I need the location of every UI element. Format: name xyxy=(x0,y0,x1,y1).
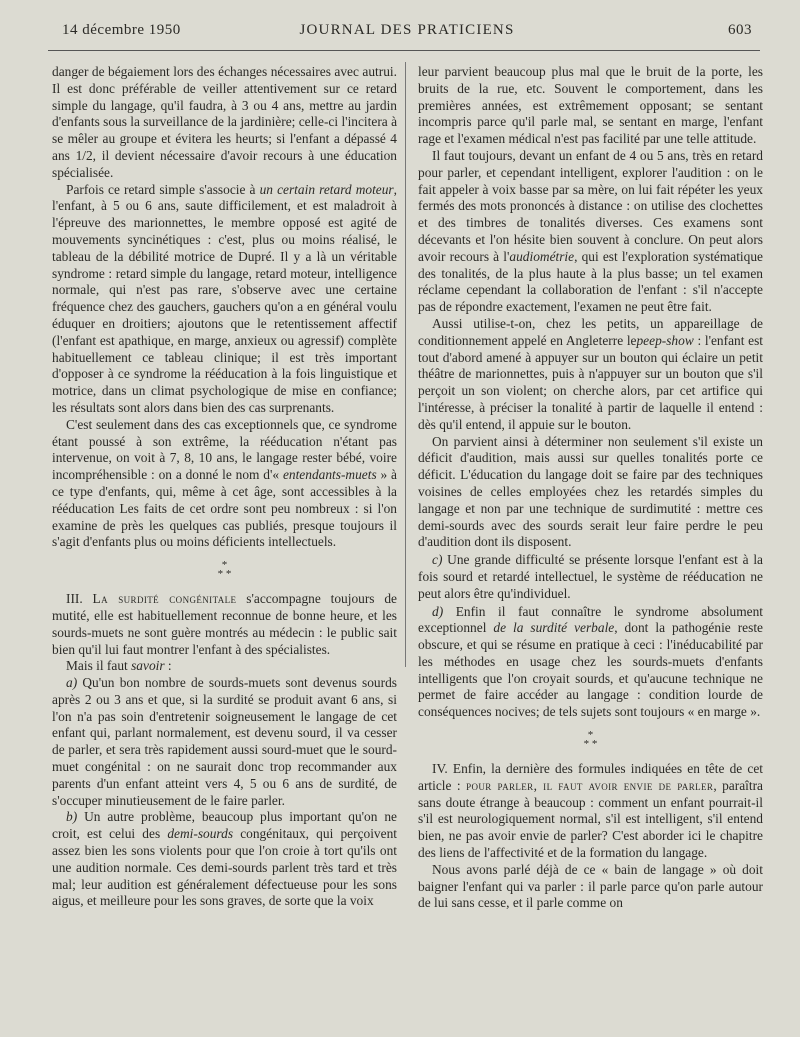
section-iii-paragraph: III. La surdité congénitale s'accompagne toujours de mutité, elle est habituellement reconnue de bonne heure, et les sourds-muets ne sont guère montrés au médecin : le public sait bien qu'il lui faut montrer l'enfant à des spécialistes. xyxy=(52,591,397,657)
paragraph: danger de bégaiement lors des échanges nécessaires avec autrui. Il est donc préférable de veiller attentivement sur ce retard simple du langage, qu'il faudra, à 3 ou 4 ans, mettre au jardin d'enfants sous la surveillance de la jardinière; celle-ci l'incitera à se mêler au groupe et évitera les heurts; si l'enfant a dépassé 4 ans 1/2, il devient nécessaire d'avoir recours à une éducation spécialisée. xyxy=(52,64,398,180)
right-column xyxy=(418,64,763,912)
list-item-d: d) Enfin il faut connaître le syndrome absolument exceptionnel de la surdité verbale, dont la pathogénie reste obscure, et qui se résume en pratique à ceci : l'inéducabilité par les méthodes en usage chez les sourds-muets d'enfants intelligents que l'on croyait sourds, et qu'aucune technique ne permet de faire accéder au langage : condition lourde de conséquences nocives; de tels sujets sont toujours « en marge ». xyxy=(418,603,763,720)
header-date: 14 décembre 1950 xyxy=(62,22,181,38)
paragraph: C'est seulement dans des cas exceptionnels que, ce syndrome étant poussé à son extrême, la rééducation n'étant pas intervenue, on voit à 7, 8, 10 ans, le langage rester bébé, voire incompréhensible : on a donné le nom d'« entendants-muets » à ce type d'enfants, qui, même à cet âge, sont accessibles à la rééducation Les faits de cet ordre sont peu nombreux : si l'on examine de près les quelques cas publiés, presque toujours il s'agit d'enfants plus ou moins déficients intellectuels. xyxy=(52,416,397,550)
running-head xyxy=(62,22,752,44)
header-rule xyxy=(48,50,760,51)
header-journal-title: JOURNAL DES PRATICIENS xyxy=(299,22,515,38)
paragraph: Nous avons parlé déjà de ce « bain de langage » où doit baigner l'enfant qui va parler : il parle parce qu'on parle autour de lui sans cesse, et il parle comme on xyxy=(418,861,763,911)
paragraph: leur parvient beaucoup plus mal que le bruit de la porte, les bruits de la rue, etc. Souvent le comportement, dans les premières années, est extrêmement opposant; se sentant incompris parce qu'il parle mal, se sentant en marge, l'enfant rage et l'examen médical n'est pas facilité par une telle attitude. xyxy=(418,64,763,147)
list-item-a: a) Qu'un bon nombre de sourds-muets sont devenus sourds après 2 ou 3 ans et que, si la surdité se produit avant 6 ans, si l'on n'a pas soin d'entretenir soigneusement le langage de cet enfant qui, parlant normalement, est devenu sourd, il va cesser de parler, et sera très rapidement aussi sourd-muet que le sourd-muet congénital : on ne saurait donc trop recommander aux parents d'un enfant atteint vers 4, 5 ou 6 ans de surdité, de s'occuper minutieusement de le faire parler. xyxy=(52,675,397,808)
section-separator: * * * xyxy=(583,729,598,751)
paragraph: Parfois ce retard simple s'associe à un certain retard moteur, l'enfant, à 5 ou 6 ans, saute difficilement, et est maladroit à l'épreuve des marionnettes, le membre opposé est agité de mouvements syncinétiques : c'est, plus ou moins réalisé, le tableau de la débilité motrice de Dupré. Il y a là un véritable syndrome : retard simple du langage, retard moteur, intelligence normale, qui n'est pas rare, s'observe avec une certaine fréquence chez des gauchers, gauchers qu'on a en général voulu éduquer en droitiers; ajoutons que le retentissement affectif (l'enfant est apathique, en marge, anxieux ou agressif) complète habituellement ce tableau clinique; il est très important d'opposer à ce syndrome la rééducation à la fois linguistique et motrice, dans un climat psychologique de mise en confiance; les résultats sont alors dans bien des cas surprenants. xyxy=(52,181,397,415)
list-item-b: b) Un autre problème, beaucoup plus important qu'on ne croit, est celui des demi-sourds congénitaux, qui perçoivent assez bien les sons violents pour que l'on croie à tort qu'ils ont une audition normale. Ces demi-sourds parlent très tard et très mal; leur audition est généralement défectueuse pour les sons aigus, et meilleure pour les sons graves, de sorte que la voix xyxy=(52,809,397,909)
list-item-c: c) Une grande difficulté se présente lorsque l'enfant est à la fois sourd et retardé intellectuel, le système de rééducation ne peut alors être qu'individuel. xyxy=(418,552,763,601)
paragraph: Il faut toujours, devant un enfant de 4 ou 5 ans, très en retard pour parler, et cependant intelligent, explorer l'audition : on le fait appeler à voix basse par sa mère, on lui fait répéter les yeux fermés des mots prononcés à distance : on utilise des clochettes et des timbres de tonalités diverses. Ces examens sont décevants et l'on hésite bien souvent à conclure. On peut alors avoir recours à l'audiométrie, qui est l'exploration systématique des tonalités, de la plus haute à la plus basse; un tel examen réclame cependant la collaboration de l'enfant : s'il n'accepte pas de répondre exactement, l'examen ne peut être fait. xyxy=(418,147,763,315)
section-formula: pour parler, il faut avoir envie de parler xyxy=(466,777,714,793)
paragraph: On parvient ainsi à déterminer non seulement s'il existe un déficit d'audition, mais aussi sur quelles tonalités porte ce déficit. L'éducation du langage doit se faire par des techniques voisines de celles employées chez les retardés simples du langage et non par une technique de surdimutité : mettre ces demi-sourds avec des sourds serait leur faire perdre le peu d'audition dont ils disposent. xyxy=(418,433,763,550)
paragraph: Mais il faut savoir : xyxy=(66,658,172,674)
section-iv-paragraph: IV. Enfin, la dernière des formules indiquées en tête de cet article : pour parler, il faut avoir envie de parler, paraîtra sans doute étrange à beaucoup : comment un enfant pourrait-il s'il est neurologiquement normal, s'il est intelligent, s'il entend bien, ne pas avoir envie de parler? C'est aborder ici le chapitre des liens de l'affectivité et de la formation du langage. xyxy=(418,761,763,861)
paragraph: Aussi utilise-t-on, chez les petits, un appareillage de conditionnement appelé en Angleterre lepeep-show : l'enfant est tout d'abord amené à appuyer sur un bouton qui éclaire un petit théâtre de marionnettes, puis à n'appuyer sur un bouton que s'il perçoit un son violent; on cherche alors, par cet artifice qui l'intéresse, à préciser la tonalité à partir de laquelle il entend : dès qu'il entend, il appuie sur le bouton. xyxy=(418,315,763,432)
section-title: La surdité congénitale xyxy=(92,591,237,607)
header-page-number: 603 xyxy=(728,22,752,38)
column-divider xyxy=(405,62,406,667)
left-column xyxy=(52,64,397,910)
section-separator: * * * xyxy=(217,559,232,581)
